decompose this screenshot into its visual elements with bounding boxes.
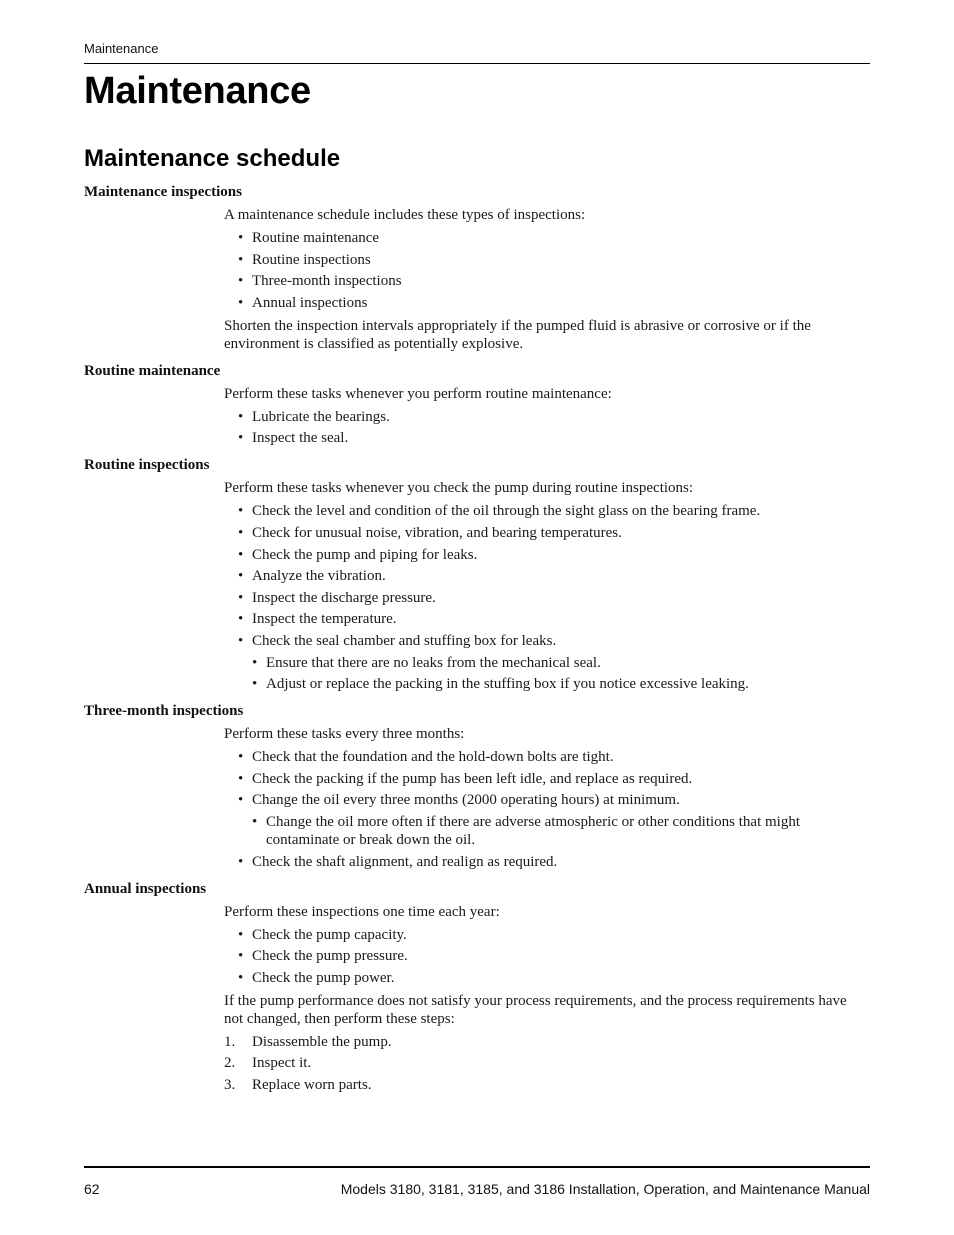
paragraph: Perform these tasks whenever you check the pump during routine inspections:: [224, 480, 694, 497]
bullet-list: [224, 748, 860, 870]
list-item: • Inspect the seal.: [224, 429, 860, 447]
paragraph: Perform these tasks whenever you perform routine maintenance:: [224, 385, 612, 402]
step-text: Replace worn parts.: [252, 1076, 372, 1093]
sub-bullet-list: [252, 654, 860, 694]
section-heading: Maintenance inspections: [84, 184, 242, 200]
sub-list-item: • Ensure that there are no leaks from the mechanical seal.: [252, 654, 860, 672]
list-item: • Check for unusual noise, vibration, and bearing temperatures.: [224, 524, 860, 542]
list-item: • Check the pump capacity.: [224, 926, 860, 944]
section-body: [224, 903, 860, 1094]
step-text: Inspect it.: [252, 1055, 312, 1072]
bullet-list: [224, 229, 860, 312]
list-item: [224, 632, 860, 693]
step-number: 2.: [224, 1055, 236, 1072]
bullet-list: [224, 408, 860, 448]
header-rule: [84, 63, 870, 64]
sub-list-item: • Change the oil more often if there are adverse atmospheric or other conditions that might contaminate or break down the oil.: [252, 813, 860, 849]
list-item: • Check the pump power.: [224, 969, 860, 987]
list-item-text: Change the oil every three months (2000 operating hours) at minimum.: [252, 792, 680, 809]
bullet-list: [224, 926, 860, 987]
paragraph: Perform these tasks every three months:: [224, 726, 465, 743]
list-item-text: Check the seal chamber and stuffing box for leaks.: [252, 632, 557, 649]
section-heading: Routine maintenance: [84, 362, 221, 379]
section-heading: Routine inspections: [84, 457, 210, 474]
section-heading: Three-month inspections: [84, 703, 244, 720]
section-routine-maintenance: [84, 362, 870, 448]
list-item: • Check the pump pressure.: [224, 947, 860, 965]
page-title: Maintenance: [84, 70, 311, 112]
step-text: Disassemble the pump.: [252, 1033, 392, 1050]
section-body: [224, 385, 860, 448]
section-three-month-inspections: [84, 702, 870, 870]
running-head: Maintenance: [84, 41, 159, 56]
list-item: • Inspect the temperature.: [224, 610, 860, 628]
footer-rule: [84, 1166, 870, 1168]
page-content: [84, 183, 870, 1103]
paragraph: If the pump performance does not satisfy your process requirements, and the process requirements have not changed, then perform these steps:: [224, 992, 847, 1027]
paragraph: Shorten the inspection intervals appropriately if the pumped fluid is abrasive or corrosive or if the environment is classified as potentially explosive.: [224, 317, 811, 352]
list-item: • Check that the foundation and the hold-down bolts are tight.: [224, 748, 860, 766]
step-number: 3.: [224, 1076, 236, 1093]
section-body: [224, 206, 860, 353]
section-body: [224, 725, 860, 870]
list-item: • Inspect the discharge pressure.: [224, 589, 860, 607]
list-item: • Routine maintenance: [224, 229, 860, 247]
section-body: [224, 479, 860, 693]
sub-bullet-list: [252, 813, 860, 849]
step-item: [224, 1054, 860, 1072]
list-item: [224, 791, 860, 849]
manual-title: Models 3180, 3181, 3185, and 3186 Installation, Operation, and Maintenance Manual: [340, 1181, 870, 1197]
bullet-list: [224, 502, 860, 693]
list-item: • Lubricate the bearings.: [224, 408, 860, 426]
list-item: • Check the level and condition of the oil through the sight glass on the bearing frame.: [224, 502, 860, 520]
step-item: [224, 1076, 860, 1094]
step-item: [224, 1033, 860, 1051]
list-item: • Three-month inspections: [224, 272, 860, 290]
list-item: • Analyze the vibration.: [224, 567, 860, 585]
paragraph: Perform these inspections one time each year:: [224, 903, 500, 920]
paragraph: A maintenance schedule includes these types of inspections:: [224, 207, 586, 223]
section-routine-inspections: [84, 456, 870, 693]
numbered-list: [224, 1033, 860, 1094]
list-item: • Check the packing if the pump has been left idle, and replace as required.: [224, 770, 860, 788]
step-number: 1.: [224, 1033, 236, 1050]
list-item: • Routine inspections: [224, 251, 860, 269]
list-item: • Check the pump and piping for leaks.: [224, 546, 860, 564]
section-annual-inspections: [84, 880, 870, 1094]
section-maintenance-inspections: [84, 183, 870, 353]
section-heading: Annual inspections: [84, 880, 207, 897]
list-item: • Check the shaft alignment, and realign as required.: [224, 853, 860, 871]
sub-list-item: • Adjust or replace the packing in the stuffing box if you notice excessive leaking.: [252, 675, 860, 693]
section-title: Maintenance schedule: [84, 145, 341, 172]
page-number: 62: [84, 1181, 100, 1197]
list-item: • Annual inspections: [224, 294, 860, 312]
